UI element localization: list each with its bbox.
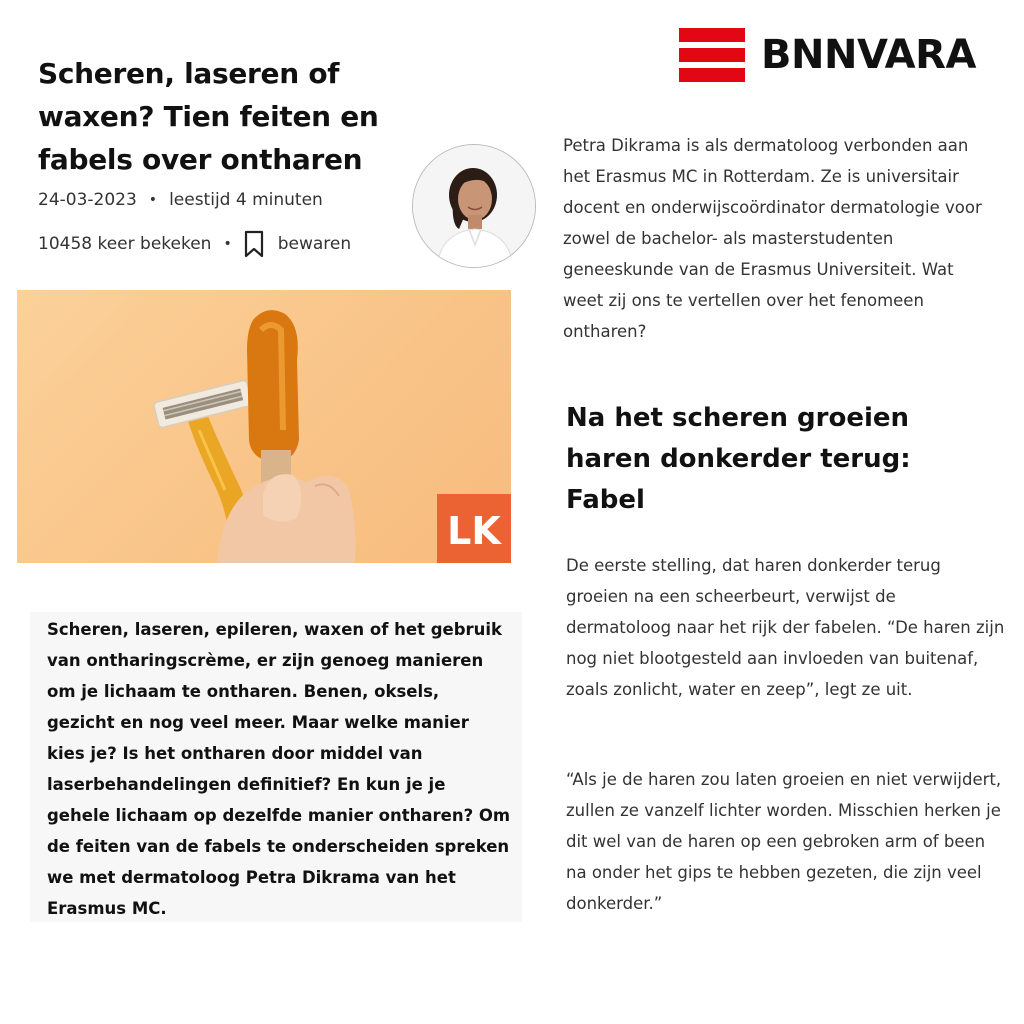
razor-and-wax-illustration [17, 290, 511, 563]
author-bio: Petra Dikrama is als dermatoloog verbonden aan het Erasmus MC in Rotterdam. Ze is universitair docent en onderwijscoördinator dermatologie voor zowel de bachelor- als masterstudenten geneeskunde van de Erasmus Universiteit. Wat weet zij ons te vertellen over het fenomeen ontharen? [563, 136, 982, 341]
publish-date: 24-03-2023 [38, 190, 137, 210]
view-count: 10458 keer bekeken [38, 234, 212, 254]
author-avatar [412, 144, 536, 268]
meta-separator: • [148, 192, 158, 208]
article-meta-date [38, 190, 323, 210]
article-title: Scheren, laseren of waxen? Tien feiten en fabels over ontharen [38, 57, 379, 176]
hero-image [17, 290, 511, 563]
intro-paragraph: Scheren, laseren, epileren, waxen of het gebruik van ontharingscrème, er zijn genoeg manieren om je lichaam te ontharen. Benen, oksels, gezicht en nog veel meer. Maar welke manier kies je? Is het ontharen door middel van laserbehandelingen definitief? En kun je je gehele lichaam op dezelfde manier ontharen? Om de feiten van de fabels te onderscheiden spreken we met dermatoloog Petra Dikrama van het Erasmus MC. [30, 612, 522, 922]
reading-time: leestijd 4 minuten [169, 190, 323, 210]
meta-separator: • [223, 236, 232, 252]
brand-bars-icon [679, 28, 745, 82]
brand-name: BNNVARA [761, 32, 976, 78]
bnnvara-logo[interactable] [679, 28, 976, 82]
author-portrait-image [413, 145, 536, 268]
hero-badge-text: LK [447, 509, 501, 553]
bookmark-label: bewaren [277, 234, 352, 254]
bookmark-button[interactable] [244, 230, 351, 258]
bookmark-icon [244, 230, 264, 258]
section-paragraph: De eerste stelling, dat haren donkerder terug groeien na een scheerbeurt, verwijst de dermatoloog naar het rijk der fabelen. “De haren zijn nog niet blootgesteld aan invloeden van buitenaf, zoals zonlicht, water en zeep”, legt ze uit. [566, 556, 1005, 699]
section-heading: Na het scheren groeien haren donkerder terug: Fabel [566, 403, 911, 515]
article-meta-views [38, 230, 351, 258]
section-paragraph: “Als je de haren zou laten groeien en niet verwijdert, zullen ze vanzelf lichter worden. Misschien herken je dit wel van de haren op een gebroken arm of been na onder het gips te hebben gezeten, die zijn veel donkerder.” [566, 770, 1002, 913]
